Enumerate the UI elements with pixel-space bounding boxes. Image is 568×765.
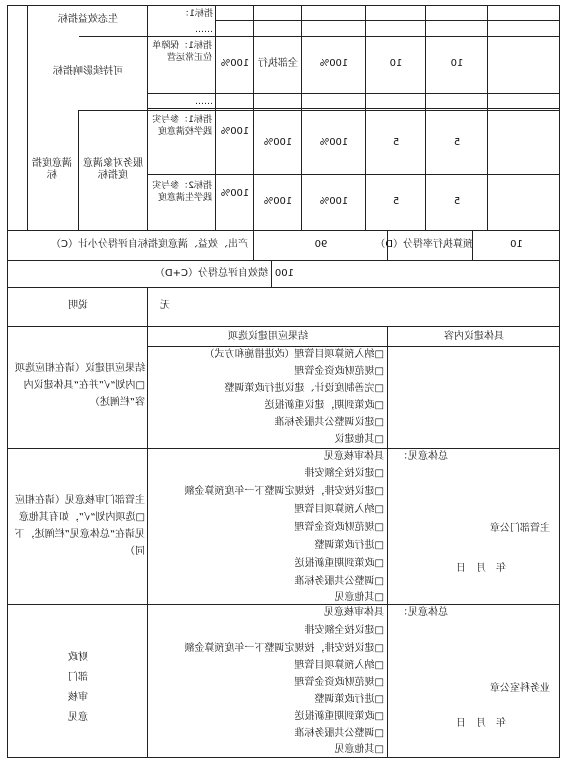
max-score-cell: 5 [392,196,400,207]
subtotal-value: 90 [314,239,328,250]
rule [215,20,560,21]
explanation-label: 说明 [68,300,88,311]
apply-option[interactable]: □其他建议 [334,434,384,445]
max-score-cell: 5 [392,137,400,148]
target-cell: 100% [220,58,250,69]
rule [7,230,560,231]
col-rule [147,5,148,230]
apply-option[interactable]: □政策到期，建议重新报送 [264,400,384,411]
apply-option[interactable]: □纳入预算项目管理（改进措施和方式） [204,349,384,360]
actual-cell: 100% [263,196,293,207]
finance-option[interactable]: □规范财政资金管理 [294,677,384,688]
finance-option[interactable]: □政策到期重新报送 [294,711,384,722]
finance-option[interactable]: □进行政策调整 [314,694,384,705]
subtotal-label: 产出、效益、满意度指标自评得分小计（C） [51,239,248,250]
score-cell: 5 [453,196,461,207]
col-rule [78,110,79,230]
finance-date: 年 月 日 [456,718,506,729]
category-sustain: 可持续影响指标 [53,66,123,77]
explanation-value: 无 [160,300,170,311]
weight-cell: 100% [319,137,349,148]
level1-satisfaction: 满意度指标 [32,158,72,181]
actual-cell: 100% [263,137,293,148]
dept-option[interactable]: □规范财政资金管理 [294,522,384,533]
dept-option[interactable]: □纳入预算项目管理 [294,504,384,515]
indicator-cell: 指标1：保障单位正常运营 [152,41,212,63]
apply-option[interactable]: □完善制度设计、建议进行政策调整 [224,383,384,394]
rule [7,260,560,261]
exec-rate-label: 预算执行率得分（D） [375,239,473,250]
dept-option[interactable]: □建议按全额安排 [304,468,384,479]
indicator-cell: 指标1：参与实践学校满意度 [152,115,212,137]
dept-option[interactable]: □进行政策调整 [314,540,384,551]
indicator-cell: …… [195,97,213,107]
total-label: 绩效自评总得分（C+D） [154,268,268,279]
weight-cell: 100% [319,58,349,69]
border-bottom [7,757,560,758]
rule [7,326,560,327]
col-rule [147,287,148,757]
border-top [7,5,560,6]
border-right [7,5,8,757]
target-cell: 100% [220,126,250,137]
rule [148,93,560,94]
finance-option[interactable]: □其他意见 [334,744,384,755]
max-score-cell: 10 [389,58,403,69]
apply-option[interactable]: □建议调整公共服务标准 [274,417,384,428]
finance-seal: 业务科室公章 [490,683,550,694]
col-rule [27,5,28,230]
rule [148,346,560,347]
rule [148,108,560,109]
dept-header: 具体审核意见 [324,451,384,462]
apply-label: 结果应用建议（请在相应选项□内划“√”并在“具体建议内容”栏阐述） [15,363,145,408]
dept-label: 主管部门审核意见（请在相应□选项内划“√”，如有其他意见请在“总体意见”栏阐述，下同） [14,495,145,557]
col-rule [271,260,272,287]
finance-option[interactable]: □调整公共服务标准 [294,728,384,739]
apply-option[interactable]: □规范财政资金管理 [294,366,384,377]
score-cell: 10 [450,58,464,69]
weight-cell: 100% [319,196,349,207]
indicator-cell: …… [195,25,213,35]
exec-rate-score: 10 [510,239,523,250]
dept-option[interactable]: □其他意见 [334,592,384,603]
rule [7,604,560,605]
dept-overall-label: 总体意见： [398,451,448,462]
indicator-cell: 指标2：参与实践学生满意度 [152,181,212,203]
target-cell: 100% [220,188,250,199]
finance-option[interactable]: □建议按全额安排 [304,625,384,636]
category-eco: 生态效益指标 [58,14,118,25]
finance-option[interactable]: □纳入预算项目管理 [294,660,384,671]
apply-header-content: 具体建议内容 [444,331,504,342]
border-left [559,5,560,757]
finance-option[interactable]: □建议按安排，按规定调整下一年度预算金额 [184,643,384,654]
dept-option[interactable]: □政策到期重新报送 [294,558,384,569]
score-cell: 5 [453,137,461,148]
finance-overall-label: 总体意见： [398,607,448,618]
finance-header: 具体审核意见 [324,607,384,618]
total-value: 100 [274,268,294,279]
col-rule [387,326,388,757]
dept-option[interactable]: □调整公共服务标准 [294,576,384,587]
dept-date: 年 月 日 [456,563,506,574]
category-satisfaction: 服务对象满意度指标 [83,158,143,181]
rule [148,174,560,175]
rule [7,448,560,449]
indicator-cell: 指标1： [180,9,213,19]
actual-cell: 全部执行 [258,58,298,69]
rule [7,287,560,288]
dept-option[interactable]: □建议按安排，按规定调整下一年度预算金额 [184,486,384,497]
apply-header-options: 结果应用建议选项 [228,331,308,342]
finance-label: 财政部门审核意见 [68,652,88,723]
dept-seal: 主管部门公章 [490,523,550,534]
